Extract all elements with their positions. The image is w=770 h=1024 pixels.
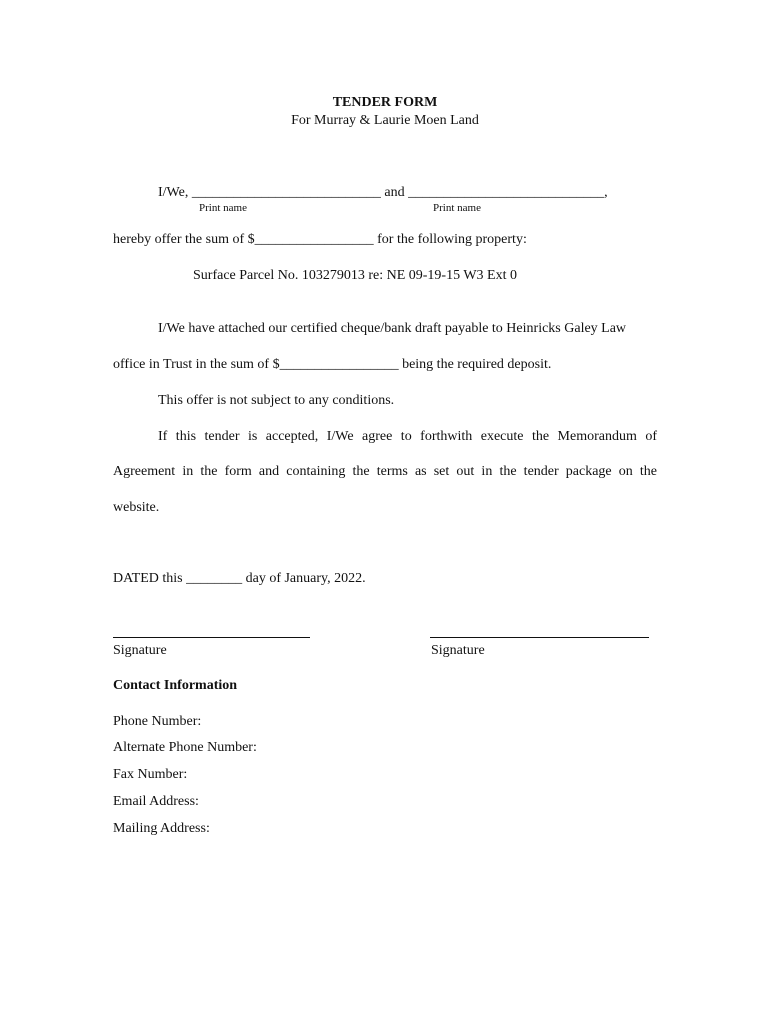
form-subtitle: For Murray & Laurie Moen Land	[291, 113, 479, 128]
signature-label-left: Signature	[113, 643, 167, 658]
signature-line-right	[430, 637, 649, 638]
acceptance-line-3: website.	[113, 500, 160, 515]
print-name-label-right: Print name	[433, 202, 481, 214]
names-line: I/We, ___________________________ and ____________________________,	[158, 185, 608, 200]
offer-line: hereby offer the sum of $_________________ for the following property:	[113, 232, 527, 247]
acceptance-line-1: If this tender is accepted, I/We agree to forthwith execute the Memorandum of	[158, 429, 657, 444]
signature-line-left	[113, 637, 310, 638]
print-name-label-left: Print name	[199, 202, 247, 214]
property-description: Surface Parcel No. 103279013 re: NE 09-19-15 W3 Ext 0	[193, 268, 517, 283]
dated-line: DATED this ________ day of January, 2022.	[113, 571, 366, 586]
deposit-line-1: I/We have attached our certified cheque/bank draft payable to Heinricks Galey Law	[158, 321, 627, 336]
alternate-phone-label: Alternate Phone Number:	[113, 740, 257, 755]
conditions-statement: This offer is not subject to any conditions.	[158, 393, 395, 408]
mailing-address-label: Mailing Address:	[113, 821, 210, 836]
form-title: TENDER FORM	[332, 95, 438, 110]
deposit-line-2: office in Trust in the sum of $_________________ being the required deposit.	[113, 357, 552, 372]
acceptance-line-2: Agreement in the form and containing the terms as set out in the tender package on the	[113, 464, 657, 479]
fax-number-label: Fax Number:	[113, 767, 188, 782]
phone-number-label: Phone Number:	[113, 714, 202, 729]
contact-heading: Contact Information	[113, 678, 238, 693]
signature-label-right: Signature	[431, 643, 485, 658]
email-address-label: Email Address:	[113, 794, 199, 809]
